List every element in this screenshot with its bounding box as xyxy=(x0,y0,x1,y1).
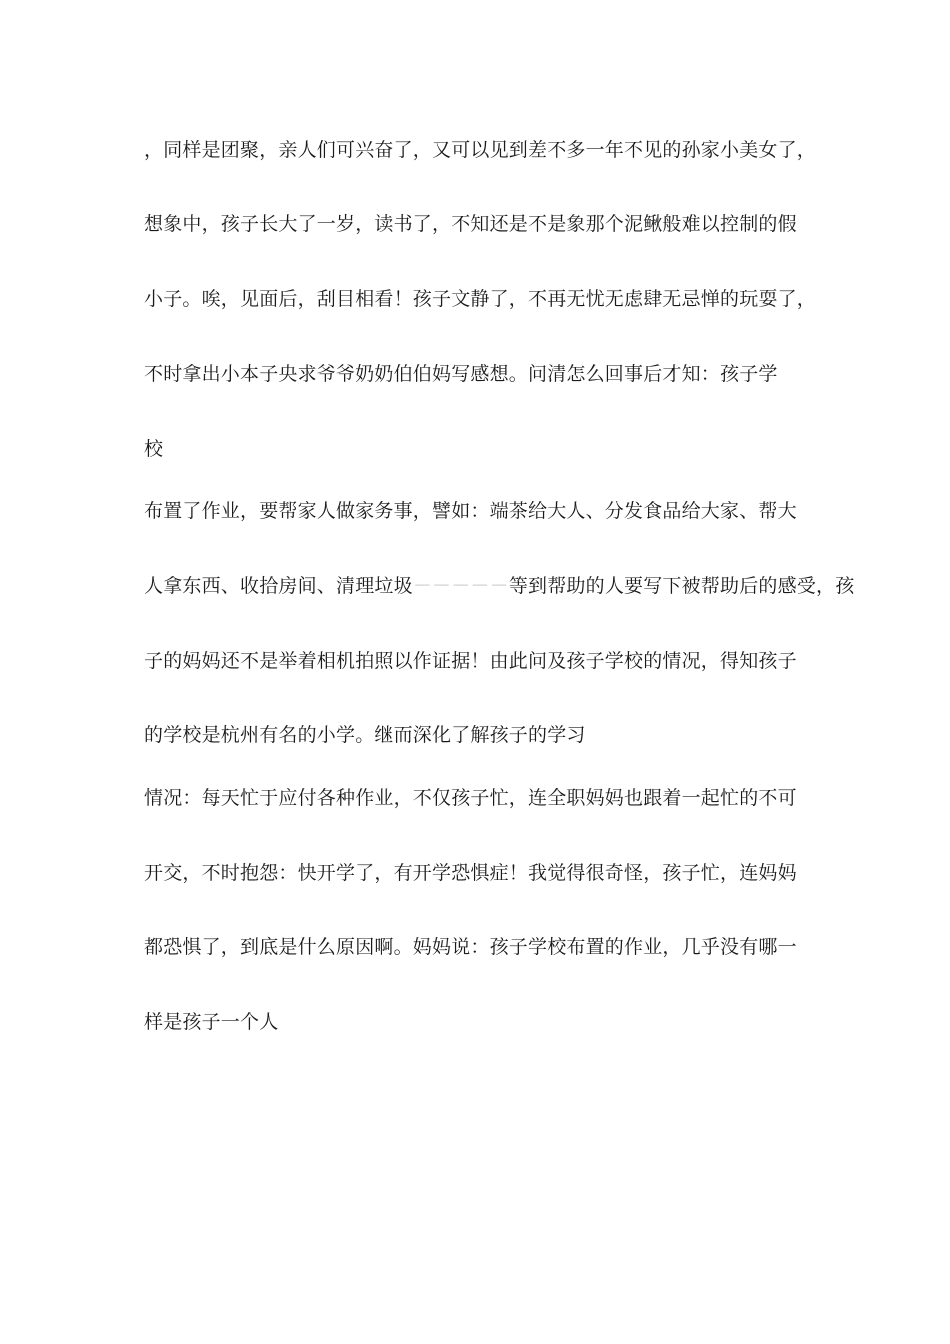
text-line: 子的妈妈还不是举着相机拍照以作证据！由此问及孩子学校的情况，得知孩子 xyxy=(144,650,797,672)
text-line: 的学校是杭州有名的小学。继而深化了解孩子的学习 xyxy=(144,724,586,746)
text-line: ，同样是团聚，亲人们可兴奋了，又可以见到差不多一年不见的孙家小美女了， xyxy=(144,139,817,161)
text-line: 样是孩子一个人 xyxy=(144,1011,279,1033)
text-line: 都恐惧了，到底是什么原因啊。妈妈说：孩子学校布置的作业，几乎没有哪一 xyxy=(144,936,797,958)
text-line: 布置了作业，要帮家人做家务事，譬如：端茶给大人、分发食品给大家、帮大 xyxy=(144,500,797,522)
text-line: 开交，不时抱怨：快开学了，有开学恐惧症！我觉得很奇怪，孩子忙，连妈妈 xyxy=(144,862,797,884)
text-line: 情况：每天忙于应付各种作业，不仅孩子忙，连全职妈妈也跟着一起忙的不可 xyxy=(144,787,797,809)
dash-separator: －－－－－ xyxy=(412,575,509,597)
text-segment: 人拿东西、收拾房间、清理垃圾 xyxy=(144,575,413,597)
text-line xyxy=(144,574,855,598)
text-line: 不时拿出小本子央求爷爷奶奶伯伯妈写感想。问清怎么回事后才知：孩子学 xyxy=(144,363,778,385)
text-line: 校 xyxy=(144,438,164,460)
text-line: 小子。唉，见面后，刮目相看！孩子文静了，不再无忧无虑肆无忌惮的玩耍了， xyxy=(144,288,817,310)
text-line: 想象中，孩子长大了一岁，读书了，不知还是不是象那个泥鳅般难以控制的假 xyxy=(144,213,797,235)
text-segment: 等到帮助的人要写下被帮助后的感受，孩 xyxy=(508,575,855,597)
